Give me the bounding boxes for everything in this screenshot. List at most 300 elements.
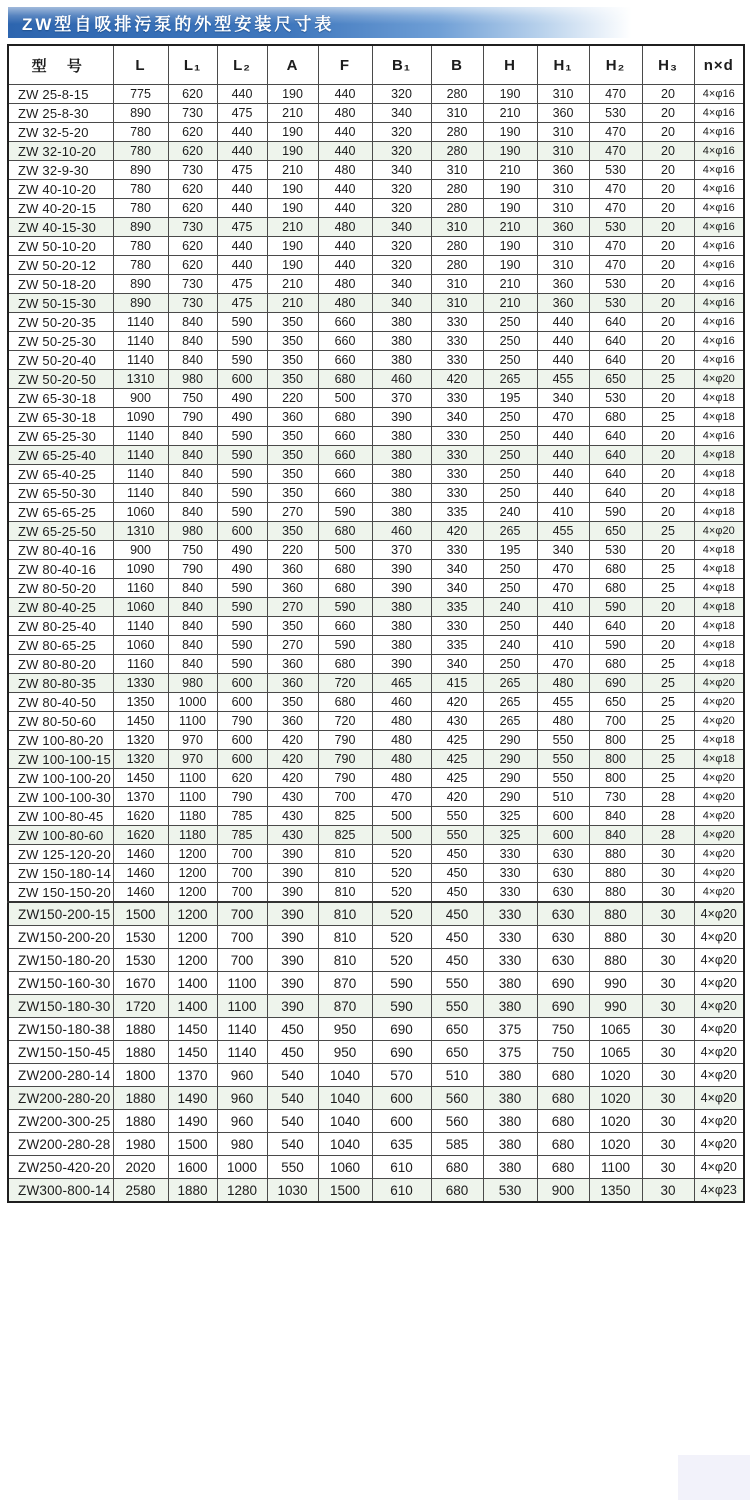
table-row	[8, 1133, 744, 1156]
dimension-cell: 650	[589, 522, 642, 541]
dimension-cell: 980	[168, 674, 217, 693]
dimension-cell: 780	[113, 199, 168, 218]
table-row	[8, 693, 744, 712]
dimension-cell: 1040	[318, 1087, 372, 1110]
dimension-cell: 470	[589, 199, 642, 218]
dimension-cell: 1060	[113, 636, 168, 655]
dimension-cell: 825	[318, 807, 372, 826]
dimension-cell: 380	[483, 972, 537, 995]
model-cell: ZW 80-40-25	[8, 598, 113, 617]
bolt-spec-cell: 4×φ16	[694, 351, 744, 370]
bolt-spec-cell: 4×φ20	[694, 370, 744, 389]
dimension-cell: 640	[589, 351, 642, 370]
dimension-cell: 475	[217, 161, 267, 180]
dimension-cell: 1100	[217, 995, 267, 1018]
dimension-cell: 1500	[113, 902, 168, 926]
dimension-cell: 350	[267, 617, 318, 636]
dimension-cell: 620	[168, 256, 217, 275]
dimension-cell: 840	[168, 313, 217, 332]
dimension-cell: 790	[217, 788, 267, 807]
dimension-cell: 600	[372, 1087, 431, 1110]
dimension-cell: 730	[168, 161, 217, 180]
model-cell: ZW150-160-30	[8, 972, 113, 995]
dimension-cell: 410	[537, 503, 589, 522]
dimension-cell: 900	[113, 389, 168, 408]
dimension-cell: 430	[267, 807, 318, 826]
dimension-cell: 28	[642, 826, 694, 845]
dimension-cell: 690	[372, 1018, 431, 1041]
dimension-cell: 480	[318, 294, 372, 313]
table-row	[8, 655, 744, 674]
dimension-cell: 520	[372, 883, 431, 903]
dimension-cell: 320	[372, 123, 431, 142]
scan-corner-box	[678, 1455, 750, 1500]
dimension-cell: 1670	[113, 972, 168, 995]
dimension-cell: 600	[537, 807, 589, 826]
dimension-cell: 25	[642, 408, 694, 427]
dimension-cell: 380	[483, 1156, 537, 1179]
dimension-cell: 320	[372, 237, 431, 256]
dimension-cell: 420	[267, 769, 318, 788]
dimension-cell: 1100	[168, 788, 217, 807]
dimension-cell: 590	[217, 598, 267, 617]
dimension-cell: 350	[267, 522, 318, 541]
dimension-cell: 780	[113, 256, 168, 275]
dimension-cell: 1000	[168, 693, 217, 712]
dimension-cell: 980	[168, 370, 217, 389]
dimension-cell: 660	[318, 465, 372, 484]
bolt-spec-cell: 4×φ18	[694, 446, 744, 465]
dimension-cell: 470	[537, 560, 589, 579]
dimension-cell: 1140	[113, 351, 168, 370]
dimension-cell: 455	[537, 370, 589, 389]
dimension-cell: 640	[589, 427, 642, 446]
dimension-cell: 210	[483, 294, 537, 313]
model-cell: ZW150-200-15	[8, 902, 113, 926]
dimension-cell: 1100	[168, 769, 217, 788]
dimension-cell: 380	[483, 1110, 537, 1133]
column-header: B₁	[372, 45, 431, 85]
dimension-cell: 380	[372, 427, 431, 446]
dimension-cell: 880	[589, 845, 642, 864]
dimension-cell: 440	[537, 465, 589, 484]
dimension-cell: 340	[372, 218, 431, 237]
dimension-cell: 650	[589, 370, 642, 389]
dimension-cell: 1030	[267, 1179, 318, 1203]
dimension-cell: 240	[483, 636, 537, 655]
dimension-cell: 350	[267, 313, 318, 332]
dimension-cell: 425	[431, 750, 483, 769]
dimension-cell: 380	[372, 636, 431, 655]
dimension-cell: 680	[589, 408, 642, 427]
dimension-cell: 1040	[318, 1064, 372, 1087]
dimension-cell: 250	[483, 332, 537, 351]
dimension-cell: 475	[217, 275, 267, 294]
dimension-cell: 190	[267, 256, 318, 275]
dimension-cell: 960	[217, 1110, 267, 1133]
dimension-cell: 340	[431, 560, 483, 579]
dimension-cell: 20	[642, 598, 694, 617]
dimension-cell: 20	[642, 294, 694, 313]
dimension-cell: 700	[217, 845, 267, 864]
dimension-cell: 30	[642, 1018, 694, 1041]
table-row	[8, 389, 744, 408]
column-header: H₁	[537, 45, 589, 85]
dimension-cell: 590	[217, 655, 267, 674]
dimension-cell: 330	[431, 541, 483, 560]
dimension-cell: 380	[372, 503, 431, 522]
dimension-cell: 470	[589, 180, 642, 199]
dimension-cell: 470	[589, 123, 642, 142]
column-header: 型 号	[8, 45, 113, 85]
dimension-cell: 330	[431, 332, 483, 351]
dimension-cell: 415	[431, 674, 483, 693]
table-row	[8, 465, 744, 484]
table-row	[8, 408, 744, 427]
model-cell: ZW150-180-20	[8, 949, 113, 972]
dimension-cell: 825	[318, 826, 372, 845]
model-cell: ZW 80-25-40	[8, 617, 113, 636]
model-cell: ZW200-280-20	[8, 1087, 113, 1110]
dimension-cell: 660	[318, 313, 372, 332]
dimension-cell: 1200	[168, 864, 217, 883]
model-cell: ZW 65-30-18	[8, 389, 113, 408]
dimension-cell: 240	[483, 598, 537, 617]
dimension-cell: 1800	[113, 1064, 168, 1087]
dimension-cell: 750	[537, 1041, 589, 1064]
dimension-cell: 380	[372, 484, 431, 503]
dimension-cell: 220	[267, 541, 318, 560]
table-row	[8, 826, 744, 845]
dimension-cell: 1000	[217, 1156, 267, 1179]
dimension-cell: 730	[168, 275, 217, 294]
dimension-cell: 640	[589, 617, 642, 636]
table-row	[8, 332, 744, 351]
dimension-cell: 250	[483, 408, 537, 427]
dimension-cell: 620	[168, 123, 217, 142]
dimension-cell: 690	[589, 674, 642, 693]
table-body	[8, 85, 744, 1203]
dimension-cell: 590	[217, 332, 267, 351]
dimension-cell: 680	[537, 1087, 589, 1110]
bolt-spec-cell: 4×φ20	[694, 949, 744, 972]
dimension-cell: 530	[589, 389, 642, 408]
dimension-cell: 350	[267, 427, 318, 446]
dimension-cell: 1040	[318, 1133, 372, 1156]
dimension-cell: 25	[642, 560, 694, 579]
dimension-cell: 310	[431, 104, 483, 123]
dimension-cell: 450	[431, 926, 483, 949]
table-row	[8, 674, 744, 693]
dimension-cell: 785	[217, 807, 267, 826]
dimension-cell: 590	[217, 465, 267, 484]
model-cell: ZW 100-100-20	[8, 769, 113, 788]
table-row	[8, 85, 744, 104]
dimension-cell: 990	[589, 995, 642, 1018]
dimension-cell: 730	[168, 218, 217, 237]
table-row	[8, 104, 744, 123]
dimension-cell: 1330	[113, 674, 168, 693]
dimension-cell: 25	[642, 693, 694, 712]
table-row	[8, 142, 744, 161]
dimension-cell: 510	[431, 1064, 483, 1087]
dimension-cell: 1530	[113, 926, 168, 949]
dimension-cell: 680	[318, 408, 372, 427]
table-row	[8, 370, 744, 389]
model-cell: ZW 80-40-16	[8, 541, 113, 560]
dimension-cell: 840	[168, 636, 217, 655]
dimension-cell: 1100	[217, 972, 267, 995]
dimension-cell: 540	[267, 1087, 318, 1110]
dimension-cell: 430	[431, 712, 483, 731]
model-cell: ZW 80-50-60	[8, 712, 113, 731]
dimension-cell: 1160	[113, 579, 168, 598]
dimension-cell: 550	[431, 807, 483, 826]
dimension-cell: 310	[537, 237, 589, 256]
dimension-cell: 350	[267, 332, 318, 351]
dimension-cell: 190	[267, 123, 318, 142]
dimension-cell: 320	[372, 142, 431, 161]
bolt-spec-cell: 4×φ20	[694, 883, 744, 903]
dimension-cell: 630	[537, 883, 589, 903]
dimension-cell: 20	[642, 142, 694, 161]
dimension-cell: 310	[431, 294, 483, 313]
dimension-cell: 1720	[113, 995, 168, 1018]
dimension-cell: 600	[217, 370, 267, 389]
dimension-cell: 700	[217, 926, 267, 949]
dimension-cell: 330	[483, 902, 537, 926]
bolt-spec-cell: 4×φ18	[694, 750, 744, 769]
dimension-cell: 210	[483, 104, 537, 123]
dimension-cell: 790	[217, 712, 267, 731]
model-cell: ZW 50-15-30	[8, 294, 113, 313]
dimension-cell: 1490	[168, 1110, 217, 1133]
dimension-cell: 1620	[113, 807, 168, 826]
dimension-cell: 500	[318, 541, 372, 560]
dimension-cell: 28	[642, 807, 694, 826]
dimension-cell: 280	[431, 85, 483, 104]
dimension-cell: 960	[217, 1087, 267, 1110]
bolt-spec-cell: 4×φ20	[694, 1156, 744, 1179]
dimension-cell: 720	[318, 674, 372, 693]
dimension-cell: 30	[642, 1041, 694, 1064]
dimension-cell: 390	[267, 883, 318, 903]
dimension-cell: 1180	[168, 826, 217, 845]
dimension-cell: 540	[267, 1133, 318, 1156]
bolt-spec-cell: 4×φ16	[694, 180, 744, 199]
dimension-cell: 250	[483, 351, 537, 370]
dimension-cell: 680	[589, 579, 642, 598]
table-row	[8, 598, 744, 617]
dimension-cell: 20	[642, 85, 694, 104]
dimension-cell: 890	[113, 275, 168, 294]
model-cell: ZW 65-25-40	[8, 446, 113, 465]
dimension-cell: 250	[483, 465, 537, 484]
dimension-cell: 390	[267, 902, 318, 926]
model-cell: ZW 50-20-12	[8, 256, 113, 275]
table-row	[8, 541, 744, 560]
dimension-cell: 500	[372, 807, 431, 826]
dimension-cell: 1600	[168, 1156, 217, 1179]
dimension-cell: 335	[431, 503, 483, 522]
dimension-cell: 640	[589, 446, 642, 465]
dimension-cell: 360	[267, 560, 318, 579]
table-row	[8, 1110, 744, 1133]
table-row	[8, 275, 744, 294]
dimension-cell: 810	[318, 902, 372, 926]
bolt-spec-cell: 4×φ16	[694, 199, 744, 218]
dimension-cell: 210	[267, 104, 318, 123]
dimension-cell: 440	[217, 199, 267, 218]
dimension-cell: 420	[431, 788, 483, 807]
dimension-cell: 310	[431, 161, 483, 180]
dimension-cell: 25	[642, 769, 694, 788]
dimension-cell: 1140	[113, 313, 168, 332]
dimension-cell: 1140	[113, 446, 168, 465]
dimension-cell: 620	[168, 237, 217, 256]
dimension-cell: 210	[267, 275, 318, 294]
dimension-cell: 460	[372, 693, 431, 712]
dimension-cell: 720	[318, 712, 372, 731]
dimension-cell: 440	[318, 85, 372, 104]
dimension-cell: 610	[372, 1179, 431, 1203]
dimension-cell: 30	[642, 1179, 694, 1203]
dimension-cell: 520	[372, 845, 431, 864]
dimension-cell: 590	[318, 598, 372, 617]
dimension-cell: 700	[217, 864, 267, 883]
model-cell: ZW 65-30-18	[8, 408, 113, 427]
model-cell: ZW 150-180-14	[8, 864, 113, 883]
dimension-cell: 20	[642, 617, 694, 636]
dimension-cell: 440	[217, 237, 267, 256]
dimension-cell: 195	[483, 541, 537, 560]
model-cell: ZW 25-8-15	[8, 85, 113, 104]
dimension-cell: 690	[537, 972, 589, 995]
dimension-cell: 390	[267, 972, 318, 995]
dimension-cell: 660	[318, 617, 372, 636]
dimension-cell: 1100	[589, 1156, 642, 1179]
dimension-cell: 440	[217, 256, 267, 275]
dimension-cell: 1090	[113, 408, 168, 427]
dimension-cell: 640	[589, 465, 642, 484]
dimension-cell: 590	[589, 598, 642, 617]
dimension-cell: 480	[372, 769, 431, 788]
dimension-cell: 550	[431, 995, 483, 1018]
dimension-cell: 1200	[168, 902, 217, 926]
table-row	[8, 1156, 744, 1179]
model-cell: ZW 40-20-15	[8, 199, 113, 218]
dimension-cell: 1460	[113, 845, 168, 864]
table-row	[8, 484, 744, 503]
dimension-cell: 890	[113, 218, 168, 237]
table-row	[8, 560, 744, 579]
dimension-cell: 25	[642, 655, 694, 674]
table-row	[8, 161, 744, 180]
dimension-cell: 620	[168, 142, 217, 161]
bolt-spec-cell: 4×φ20	[694, 1110, 744, 1133]
dimension-cell: 470	[372, 788, 431, 807]
dimension-cell: 350	[267, 693, 318, 712]
dimension-cell: 550	[431, 826, 483, 845]
dimension-cell: 590	[217, 579, 267, 598]
model-cell: ZW 25-8-30	[8, 104, 113, 123]
dimension-cell: 730	[168, 294, 217, 313]
model-cell: ZW200-300-25	[8, 1110, 113, 1133]
dimension-cell: 1200	[168, 845, 217, 864]
dimension-cell: 650	[589, 693, 642, 712]
table-row	[8, 972, 744, 995]
dimension-cell: 480	[318, 275, 372, 294]
dimension-cell: 810	[318, 864, 372, 883]
dimension-cell: 380	[372, 617, 431, 636]
dimension-cell: 880	[589, 949, 642, 972]
table-row	[8, 313, 744, 332]
dimension-cell: 520	[372, 902, 431, 926]
table-row	[8, 1064, 744, 1087]
model-cell: ZW 100-80-45	[8, 807, 113, 826]
dimension-cell: 375	[483, 1041, 537, 1064]
dimension-cell: 190	[483, 123, 537, 142]
dimension-cell: 450	[267, 1041, 318, 1064]
dimension-cell: 330	[431, 389, 483, 408]
dimension-cell: 380	[372, 351, 431, 370]
bolt-spec-cell: 4×φ16	[694, 142, 744, 161]
dimension-cell: 490	[217, 389, 267, 408]
dimension-cell: 340	[537, 541, 589, 560]
dimension-cell: 1020	[589, 1133, 642, 1156]
dimension-cell: 25	[642, 731, 694, 750]
dimension-cell: 390	[372, 408, 431, 427]
model-cell: ZW200-280-28	[8, 1133, 113, 1156]
dimension-cell: 220	[267, 389, 318, 408]
dimension-cell: 530	[589, 104, 642, 123]
bolt-spec-cell: 4×φ20	[694, 712, 744, 731]
model-cell: ZW 65-40-25	[8, 465, 113, 484]
model-cell: ZW 80-80-20	[8, 655, 113, 674]
dimension-cell: 475	[217, 104, 267, 123]
dimension-cell: 460	[372, 522, 431, 541]
table-row	[8, 1179, 744, 1203]
dimension-cell: 340	[372, 104, 431, 123]
dimension-cell: 440	[318, 123, 372, 142]
dimension-cell: 440	[217, 85, 267, 104]
dimension-cell: 1040	[318, 1110, 372, 1133]
dimension-cell: 600	[217, 750, 267, 769]
column-header: H₃	[642, 45, 694, 85]
dimension-cell: 440	[318, 256, 372, 275]
bolt-spec-cell: 4×φ18	[694, 731, 744, 750]
dimension-cell: 700	[318, 788, 372, 807]
bolt-spec-cell: 4×φ18	[694, 484, 744, 503]
dimension-cell: 320	[372, 256, 431, 275]
dimension-cell: 280	[431, 123, 483, 142]
dimension-cell: 350	[267, 484, 318, 503]
dimension-cell: 450	[431, 883, 483, 903]
dimension-cell: 470	[589, 237, 642, 256]
dimension-cell: 380	[483, 1133, 537, 1156]
dimension-cell: 1310	[113, 370, 168, 389]
dimension-cell: 320	[372, 180, 431, 199]
dimension-cell: 390	[372, 655, 431, 674]
model-cell: ZW150-200-20	[8, 926, 113, 949]
dimension-cell: 450	[431, 949, 483, 972]
dimension-cell: 330	[431, 617, 483, 636]
dimension-cell: 310	[431, 275, 483, 294]
dimension-cell: 465	[372, 674, 431, 693]
dimension-cell: 660	[318, 351, 372, 370]
dimension-cell: 440	[318, 199, 372, 218]
dimension-cell: 25	[642, 579, 694, 598]
